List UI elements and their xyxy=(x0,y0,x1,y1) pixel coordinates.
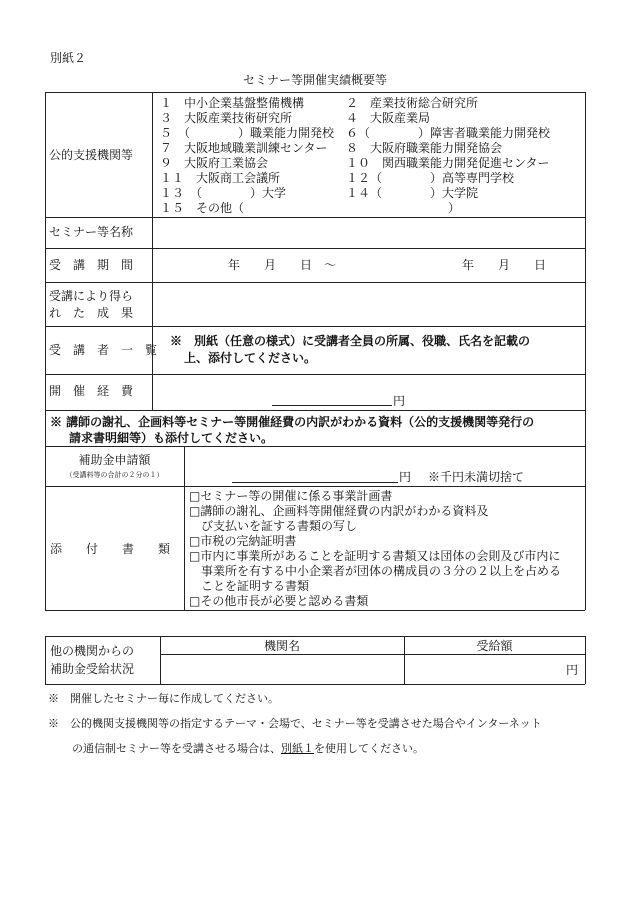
other-org-field[interactable] xyxy=(162,656,402,682)
page-title: セミナー等開催実績概要等 xyxy=(242,73,387,87)
subsidy-note: ※千円未満切捨て xyxy=(428,470,525,484)
attach-item-office-proof[interactable]: □市内に事業所があることを証明する書類又は団体の会則及び市内に xyxy=(189,549,561,563)
participants-note-2: 上、添付してください。 xyxy=(184,351,317,365)
list-item: １５ その他（ ） xyxy=(160,201,461,215)
list-item: ５ （ ）職業能力開発校 xyxy=(160,126,335,140)
other-subsidy-label-2: 補助金受給状況 xyxy=(50,662,135,676)
attach-item-business-plan[interactable]: □セミナー等の開催に係る事業計画書 xyxy=(189,489,393,503)
footnote-3-post: を使用してください。 xyxy=(314,742,424,755)
cost-unit: 円 xyxy=(393,394,406,408)
attach-item-office-proof-cont2: ことを証明する書類 xyxy=(189,579,310,593)
support-org-label: 公的支援機関等 xyxy=(49,148,134,162)
other-subsidy-label-1: 他の機関からの xyxy=(50,644,135,658)
list-item: ４ 大阪産業局 xyxy=(346,111,431,125)
outcome-field[interactable] xyxy=(154,284,583,324)
list-item: ９ 大阪府工業協会 xyxy=(160,156,269,170)
subsidy-label: 補助金申請額 xyxy=(78,453,151,467)
list-item: ２ 産業技術総合研究所 xyxy=(346,96,479,110)
period-label: 受 講 期 間 xyxy=(49,258,134,272)
col-header-amount: 受給額 xyxy=(476,639,513,653)
attach-item-cost-breakdown[interactable]: □講師の謝礼、企画料等開催経費の内訳がわかる資料及 xyxy=(189,504,489,518)
cost-input-line[interactable] xyxy=(272,405,392,406)
attach-item-office-proof-cont: 事業所を有する中小企業者が団体の構成員の３分の２以上を占める xyxy=(189,564,562,578)
footnote-2: ※ 公的機関支援機関等の指定するテーマ・会場で、セミナー等を受講させた場合やインターネット xyxy=(48,717,542,730)
footnote-3 xyxy=(72,741,424,756)
list-item: １３ （ ）大学 xyxy=(160,186,287,200)
outcome-label-1: 受講により得ら xyxy=(49,289,134,303)
attach-item-cost-breakdown-cont: び支払いを証する書類の写し xyxy=(189,519,358,533)
attach-label: 添 付 書 類 xyxy=(50,542,171,556)
subsidy-input-line[interactable] xyxy=(232,482,398,483)
fee-note-2: 請求書明細等）も添付してください。 xyxy=(69,431,274,445)
list-item: ３ 大阪産業技術研究所 xyxy=(160,111,293,125)
list-item: １２（ ）高等専門学校 xyxy=(346,171,515,185)
participants-note-1: ※ 別紙（任意の様式）に受講者全員の所属、役職、氏名を記載の xyxy=(170,334,531,348)
footnote-3-pre: の通信制セミナー等を受講させる場合は、 xyxy=(72,742,281,755)
doc-label: 別紙２ xyxy=(50,51,87,65)
attach-item-tax-certificate[interactable]: □市税の完納証明書 xyxy=(189,534,297,548)
outcome-label-2: れ た 成 果 xyxy=(49,306,134,320)
attach-item-other[interactable]: □その他市長が必要と認める書類 xyxy=(189,594,369,608)
period-start[interactable]: 年 月 日 ～ xyxy=(228,258,337,272)
participants-label: 受 講 者 一 覧 xyxy=(49,343,158,357)
subsidy-sublabel: （受講料等の合計の２分の１） xyxy=(65,471,164,479)
seminar-name-label: セミナー等名称 xyxy=(49,225,134,239)
seminar-name-field[interactable] xyxy=(154,219,583,247)
col-header-org: 機関名 xyxy=(263,639,300,653)
list-item: １４（ ）大学院 xyxy=(346,186,479,200)
fee-note-1: ※ 講師の謝礼、企画料等セミナー等開催経費の内訳がわかる資料（公的支援機関等発行の xyxy=(50,415,535,429)
list-item: ８ 大阪府職業能力開発協会 xyxy=(346,141,503,155)
list-item: ７ 大阪地域職業訓練センター xyxy=(160,141,328,155)
list-item: １０ 関西職業能力開発促進センター xyxy=(346,156,550,170)
footnote-1: ※ 開催したセミナー毎に作成してください。 xyxy=(48,692,279,705)
period-end[interactable]: 年 月 日 xyxy=(462,258,547,272)
list-item: ６（ ）障害者職業能力開発校 xyxy=(346,126,551,140)
subsidy-unit: 円 xyxy=(399,470,412,484)
list-item: １ 中小企業基盤整備機構 xyxy=(160,96,305,110)
list-item: １１ 大阪商工会議所 xyxy=(160,171,281,185)
attachment1-link[interactable]: 別紙１ xyxy=(281,742,314,755)
other-amount-unit: 円 xyxy=(566,663,579,677)
cost-label: 開 催 経 費 xyxy=(49,384,134,398)
